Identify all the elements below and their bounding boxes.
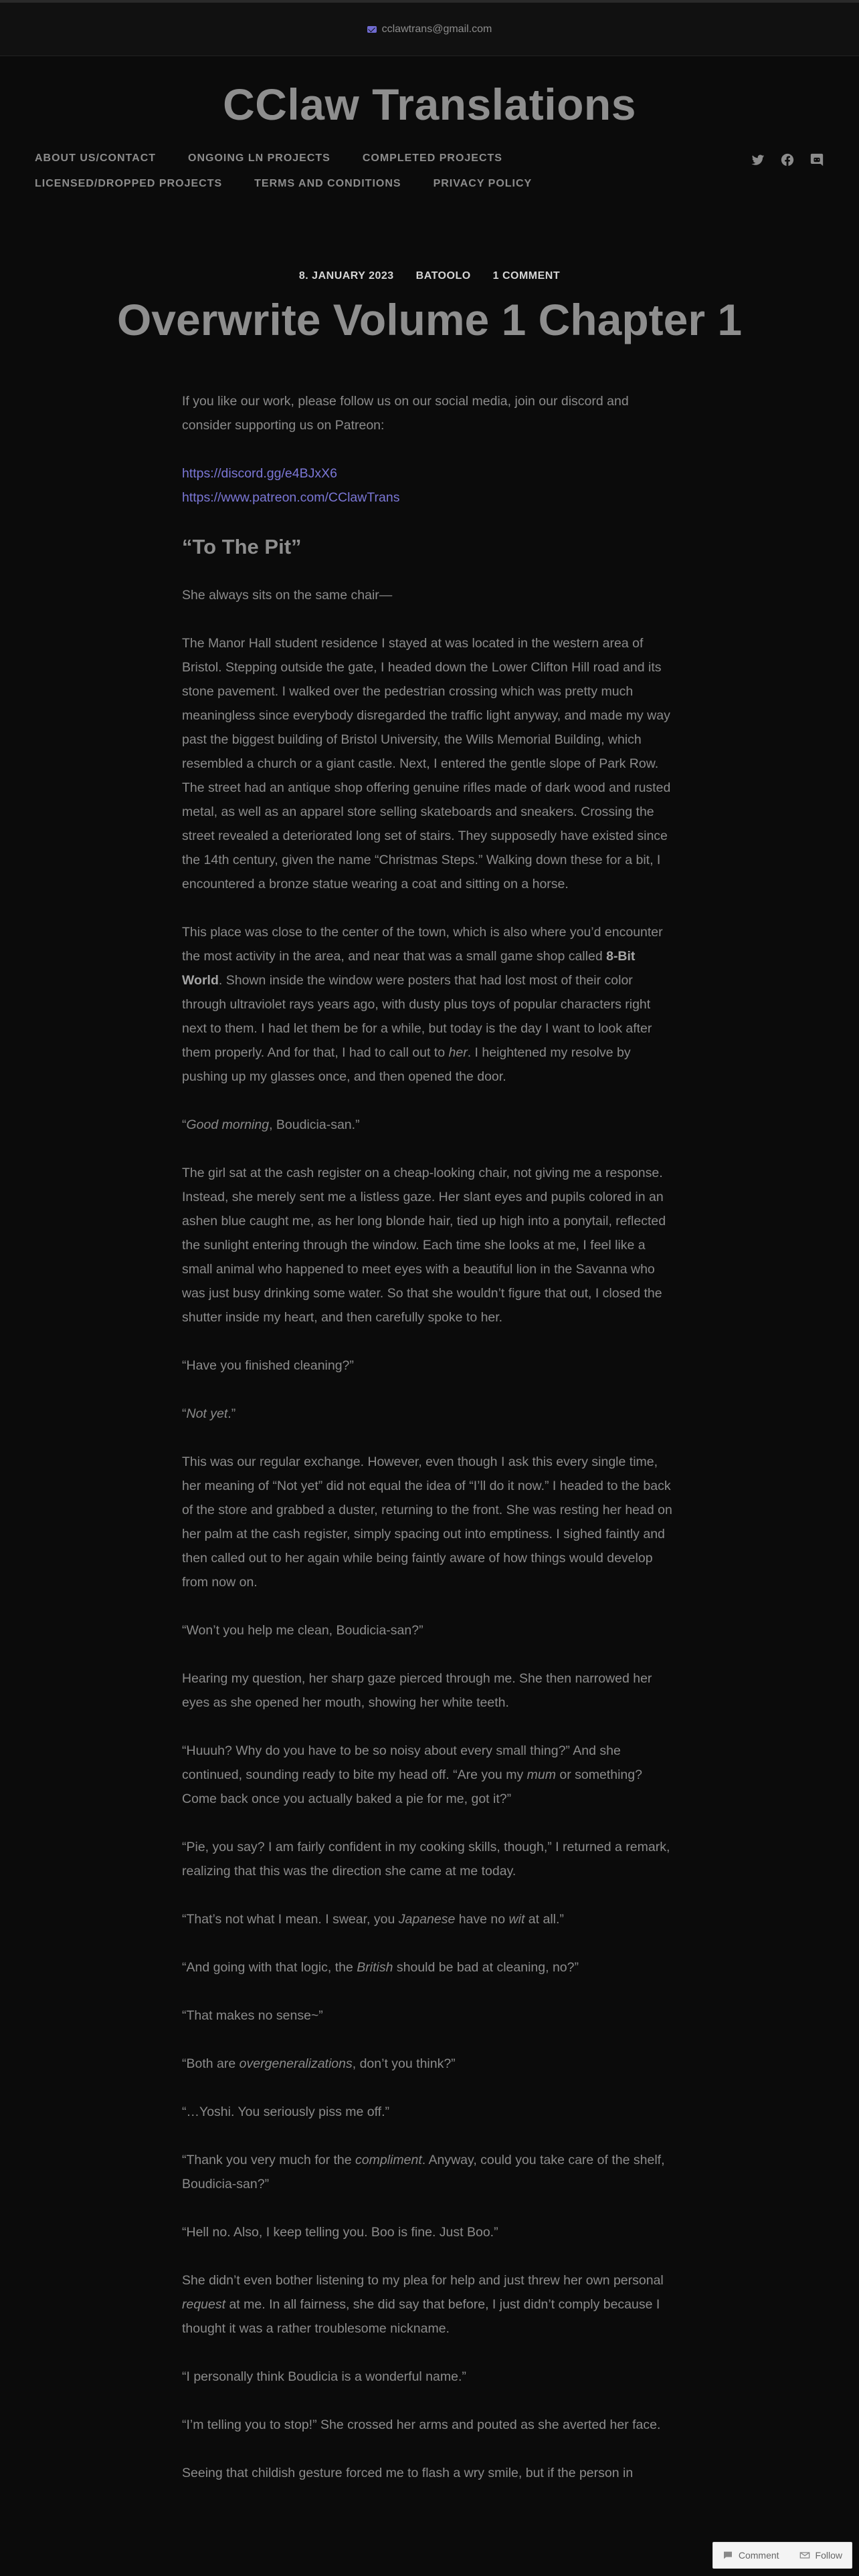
mail-icon bbox=[367, 26, 377, 33]
contact-email-link[interactable]: cclawtrans@gmail.com bbox=[381, 23, 492, 35]
story-paragraph: “Pie, you say? I am fairly confident in my cooking skills, though,” I returned a remark, realizing that this was the direction she came at me today. bbox=[182, 1840, 670, 1879]
post-author[interactable]: BATOOLO bbox=[415, 270, 471, 282]
social-links bbox=[751, 152, 824, 167]
follow-icon bbox=[799, 2550, 810, 2561]
chapter-heading: “To The Pit” bbox=[182, 535, 302, 558]
story-paragraph: The girl sat at the cash register on a cheap-looking chair, not giving me a response. Instead, she merely sent me a listless gaze. Her slant eyes and pupils colored in an ashen blue caught me, as her long blonde hair, tied up high into a ponytail, reflected the sunlight entering through the window. Each time she looks at me, I feel like a small animal who happened to meet eyes with a beautiful lion in the Savanna who was just busy drinking some water. So that she wouldn’t figure that out, I closed the shutter inside my heart, and then carefully spoke to her. bbox=[182, 1166, 666, 1325]
comment-button[interactable]: Comment bbox=[723, 2550, 779, 2561]
post-date[interactable]: 8. JANUARY 2023 bbox=[298, 270, 394, 282]
story-paragraph: Seeing that childish gesture forced me to flash a wry smile, but if the person in bbox=[182, 2466, 634, 2480]
story-paragraph: “I personally think Boudicia is a wonderful name.” bbox=[182, 2369, 466, 2384]
post-meta bbox=[0, 270, 859, 282]
story-paragraph: She always sits on the same chair— bbox=[182, 588, 393, 603]
story-paragraph: “Thank you very much for the compliment. Anyway, could you take care of the shelf, Boudicia-san?” bbox=[182, 2153, 665, 2191]
story-paragraph: “That makes no sense~” bbox=[182, 2008, 323, 2023]
main-navigation bbox=[35, 152, 704, 190]
site-title[interactable]: CClaw Translations bbox=[223, 80, 636, 129]
intro-text: If you like our work, please follow us on our social media, join our discord and consider supporting us on Patreon: bbox=[182, 394, 629, 433]
story-paragraph: “Not yet.” bbox=[182, 1406, 236, 1421]
follow-button[interactable]: Follow bbox=[799, 2550, 842, 2561]
post-title: Overwrite Volume 1 Chapter 1 bbox=[116, 295, 743, 344]
story-paragraph: “Both are overgeneralizations, don’t you think?” bbox=[182, 2056, 456, 2071]
action-bar bbox=[712, 2542, 852, 2569]
story-paragraph: “Hell no. Also, I keep telling you. Boo is fine. Just Boo.” bbox=[182, 2225, 498, 2240]
discord-link[interactable]: https://discord.gg/e4BJxX6 bbox=[182, 466, 337, 481]
story-paragraph: “Won’t you help me clean, Boudicia-san?” bbox=[182, 1623, 423, 1638]
story-paragraph: The Manor Hall student residence I stayed at was located in the western area of Bristol. Stepping outside the gate, I headed down the Lower Clifton Hill road and its stone pavement. I walked over the pedestrian crossing which was pretty much meaningless since everybody disregarded the traffic light anyway, and made my way past the biggest building of Bristol University, the Wills Memorial Building, which resembled a church or a giant castle. Next, I entered the gentle slope of Park Row. The street had an antique shop offering genuine rifles made of dark wood and rusted metal, as well as an apparel store selling skateboards and sneakers. Crossing the street revealed a deteriorated long set of stairs. They supposedly have existed since the 14th century, given the name “Christmas Steps.” Walking down these for a bit, I encountered a bronze statue wearing a coat and sitting on a horse. bbox=[182, 636, 671, 891]
story-paragraph: This place was close to the center of the town, which is also where you’d encounter the most activity in the area, and near that was a small game shop called 8-Bit World. Shown inside the window were posters that had lost most of their color through ultraviolet rays years ago, with dusty plus toys of popular characters right next to them. I had let them be for a while, but today is the day I want to look after them properly. And for that, I had to call out to her. I heightened my resolve by pushing up my glasses once, and then opened the door. bbox=[182, 925, 663, 1084]
patreon-link[interactable]: https://www.patreon.com/CClawTrans bbox=[182, 490, 400, 505]
story-paragraph: “And going with that logic, the British should be bad at cleaning, no?” bbox=[182, 1960, 579, 1975]
story-paragraph: “That’s not what I mean. I swear, you Japanese have no wit at all.” bbox=[182, 1912, 564, 1927]
post-comments-link[interactable]: 1 COMMENT bbox=[492, 270, 561, 282]
story-paragraph: “I’m telling you to stop!” She crossed her arms and pouted as she averted her face. bbox=[182, 2418, 661, 2432]
twitter-icon[interactable] bbox=[751, 152, 765, 167]
social-links-list bbox=[182, 461, 677, 510]
top-bar bbox=[0, 0, 859, 56]
nav-item-ongoing[interactable]: ONGOING LN PROJECTS bbox=[188, 152, 330, 164]
story-paragraph: “Have you finished cleaning?” bbox=[182, 1358, 354, 1373]
comment-icon bbox=[723, 2550, 733, 2561]
nav-item-about[interactable]: ABOUT US/CONTACT bbox=[35, 152, 157, 164]
discord-icon[interactable] bbox=[809, 152, 824, 167]
post-content bbox=[182, 389, 677, 2509]
nav-item-terms[interactable]: TERMS AND CONDITIONS bbox=[254, 178, 401, 189]
nav-item-completed[interactable]: COMPLETED PROJECTS bbox=[362, 152, 502, 164]
story-paragraph: She didn’t even bother listening to my plea for help and just threw her own personal request at me. In all fairness, she did say that before, I just didn’t comply because I thought it was a rather troublesome nickname. bbox=[182, 2273, 664, 2336]
story-paragraph: Hearing my question, her sharp gaze pierced through me. She then narrowed her eyes as she opened her mouth, showing her white teeth. bbox=[182, 1671, 652, 1710]
story-paragraph: “…Yoshi. You seriously piss me off.” bbox=[182, 2105, 389, 2119]
story-paragraph: “Huuuh? Why do you have to be so noisy about every small thing?” And she continued, sounding ready to bite my head off. “Are you my mum or something? Come back once you actually baked a pie for me, got it?” bbox=[182, 1743, 642, 1806]
nav-item-licensed-dropped[interactable]: LICENSED/DROPPED PROJECTS bbox=[35, 178, 223, 189]
nav-item-privacy[interactable]: PRIVACY POLICY bbox=[433, 178, 533, 189]
facebook-icon[interactable] bbox=[780, 152, 795, 167]
story-paragraph: This was our regular exchange. However, even though I ask this every single time, her meaning of “Not yet” did not equal the idea of “I’ll do it now.” I headed to the back of the store and grabbed a duster, returning to the front. She was resting her head on her palm at the cash register, simply spacing out into emptiness. I sighed faintly and then called out to her again while being faintly aware of how things would develop from now on. bbox=[182, 1455, 672, 1590]
story-paragraph: “Good morning, Boudicia-san.” bbox=[182, 1117, 360, 1132]
